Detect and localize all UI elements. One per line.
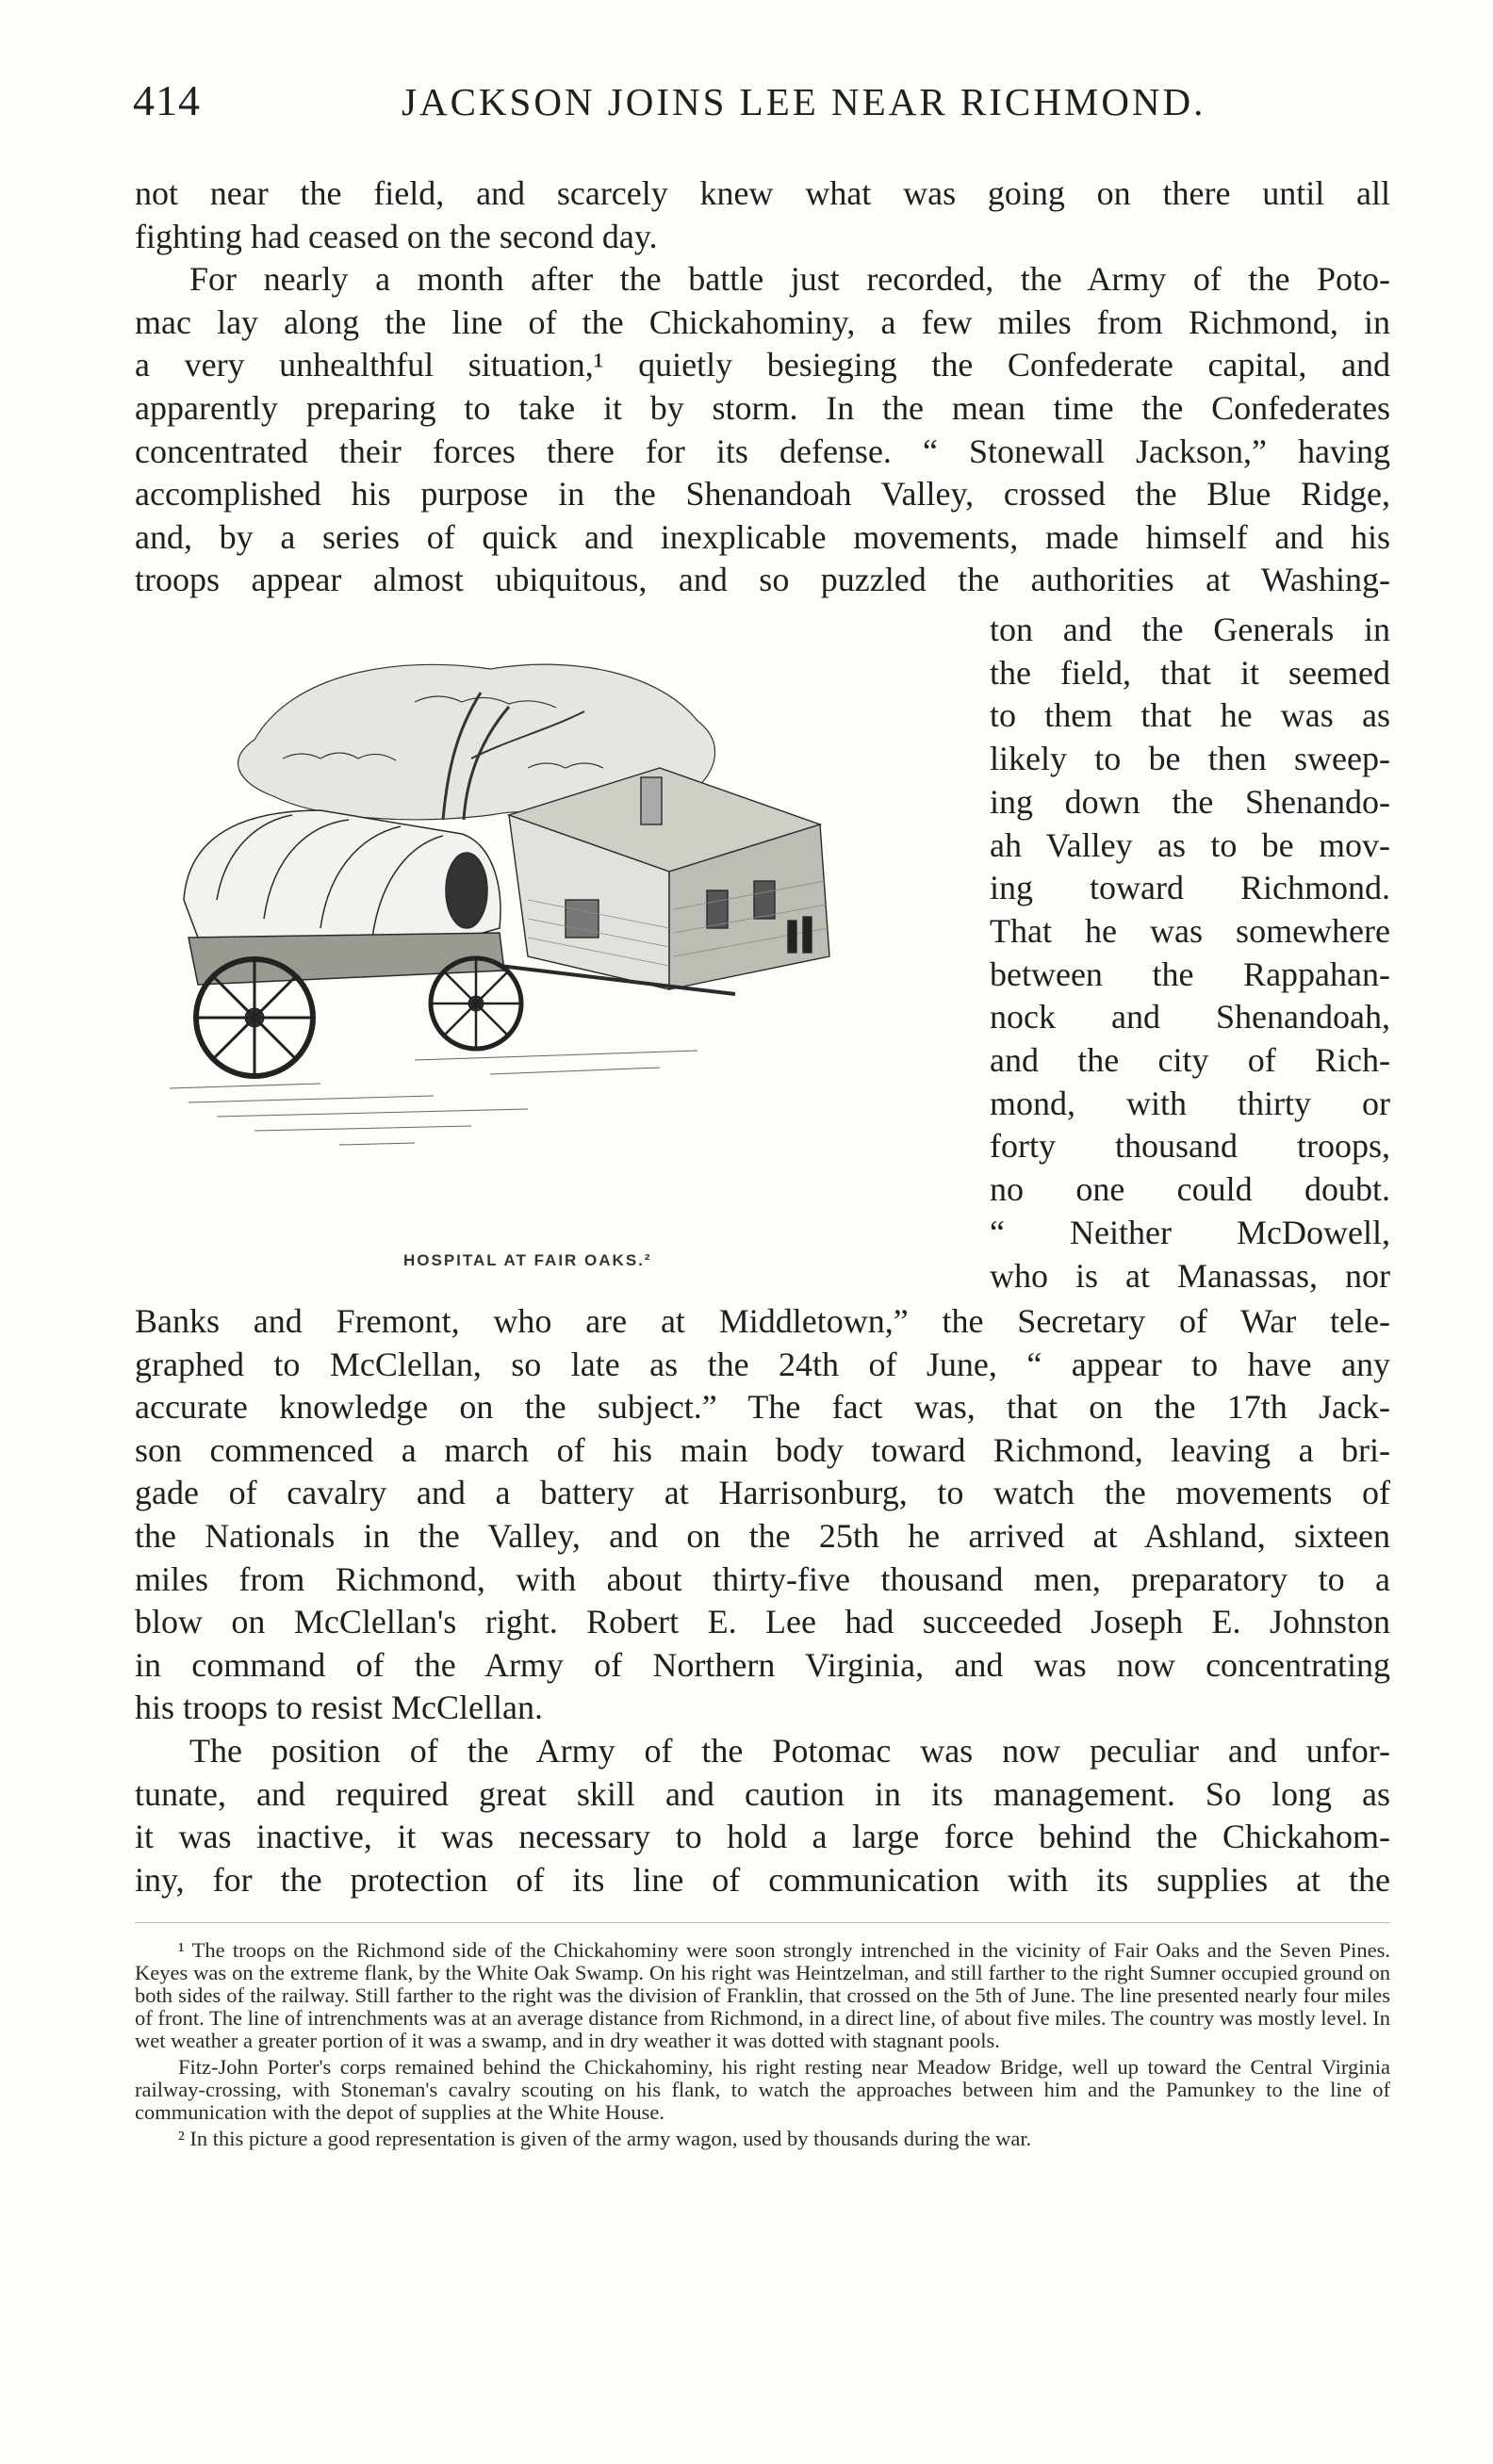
text-line: the field, that it seemed [990, 653, 1390, 692]
text-line: no one could doubt. [990, 1170, 1390, 1209]
footnote-1: ¹ The troops on the Richmond side of the Chickahominy were soon strongly intrenched in the vicinity of Fair Oaks and the Seven Pines. Keyes was on the extreme flank, by the White Oak Swamp. On his right was Heintzelman, and still farther to the right Sumner occupied ground on both sides of the railway. Still farther to the right was the division of Franklin, that crossed on the 5th of June. The line presented nearly four miles of front. The line of intrenchments was at an average distance from Richmond, in a direct line, of about five miles. The country was mostly level. In wet weather a greater portion of it was a swamp, and in dry weather it was dotted with stagnant pools. [135, 1938, 1390, 2052]
text-line: ing toward Richmond. [990, 869, 1390, 907]
text-line: between the Rappahan- [990, 955, 1390, 993]
text-line: The position of the Army of the Potomac was now peculiar and unfor- [189, 1731, 1390, 1770]
text-line: ah Valley as to be mov- [990, 825, 1390, 864]
text-line: Banks and Fremont, who are at Middletown,” the Secretary of War tele- [135, 1302, 1390, 1340]
text-line: blow on McClellan's right. Robert E. Lee had succeeded Joseph E. Johnston [135, 1603, 1390, 1641]
text-line: mac lay along the line of the Chickahominy, a few miles from Richmond, in [135, 302, 1390, 341]
text-line: troops appear almost ubiquitous, and so puzzled the authorities at Washing- [135, 561, 1390, 599]
body-text-wrap-column [990, 609, 1390, 1297]
text-line: not near the field, and scarcely knew what was going on there until all [135, 174, 1390, 212]
text-line: mond, with thirty or [990, 1084, 1390, 1122]
text-line: tunate, and required great skill and caution in its management. So long as [135, 1774, 1390, 1813]
text-line: and, by a series of quick and inexplicable movements, made himself and his [135, 517, 1390, 556]
text-line: iny, for the protection of its line of communication with its supplies at the [135, 1860, 1390, 1899]
text-line: and the city of Rich- [990, 1041, 1390, 1080]
running-title: JACKSON JOINS LEE NEAR RICHMOND. [402, 80, 1206, 123]
text-line: a very unhealthful situation,¹ quietly besieging the Confederate capital, and [135, 346, 1390, 384]
footnote-rule [135, 1922, 1390, 1923]
engraving-wagon-house [132, 617, 961, 1230]
running-head [133, 75, 1386, 132]
text-line: apparently preparing to take it by storm. In the mean time the Confederates [135, 388, 1390, 427]
hospital-illustration [132, 617, 961, 1230]
text-line: For nearly a month after the battle just recorded, the Army of the Poto- [189, 260, 1390, 299]
text-line: forty thousand troops, [990, 1127, 1390, 1166]
text-line: That he was somewhere [990, 911, 1390, 950]
page-number: 414 [133, 76, 201, 124]
text-line: who is at Manassas, nor [990, 1256, 1390, 1295]
body-text-top [135, 172, 1390, 602]
text-line: “ Neither McDowell, [990, 1213, 1390, 1251]
footnote-2: ² In this picture a good representation is given of the army wagon, used by thousands during the war. [178, 2127, 1032, 2150]
text-line: ton and the Generals in [990, 611, 1390, 648]
text-line: in command of the Army of Northern Virginia, and was now concentrating [135, 1645, 1390, 1684]
body-text-bottom [135, 1300, 1390, 1901]
text-line: his troops to resist McClellan. [135, 1689, 543, 1727]
text-line: it was inactive, it was necessary to hold a large force behind the Chickahom- [135, 1818, 1390, 1856]
text-line: graphed to McClellan, so late as the 24th of June, “ appear to have any [135, 1345, 1390, 1383]
text-line: ing down the Shenando- [990, 782, 1390, 821]
text-line: likely to be then sweep- [990, 740, 1390, 778]
text-line: accurate knowledge on the subject.” The fact was, that on the 17th Jack- [135, 1388, 1390, 1427]
text-line: gade of cavalry and a battery at Harrisonburg, to watch the movements of [135, 1474, 1390, 1512]
text-line: to them that he was as [990, 696, 1390, 735]
text-line: the Nationals in the Valley, and on the 25th he arrived at Ashland, sixteen [135, 1516, 1390, 1555]
footnote-1-continued: Fitz-John Porter's corps remained behind the Chickahominy, his right resting near Meadow Bridge, well up toward the Central Virginia railway-crossing, with Stoneman's cavalry scouting on his flank, to watch the approaches between him and the Pamunkey to the line of communication with the depot of supplies at the White House. [135, 2055, 1390, 2124]
text-line: miles from Richmond, with about thirty-five thousand men, preparatory to a [135, 1559, 1390, 1598]
footnotes [135, 1939, 1390, 2154]
figure-caption: HOSPITAL AT FAIR OAKS.² [403, 1251, 652, 1269]
text-line: fighting had ceased on the second day. [135, 217, 658, 255]
text-line: son commenced a march of his main body toward Richmond, leaving a bri- [135, 1430, 1390, 1469]
text-line: accomplished his purpose in the Shenandoah Valley, crossed the Blue Ridge, [135, 475, 1390, 514]
text-line: nock and Shenandoah, [990, 998, 1390, 1036]
text-line: concentrated their forces there for its defense. “ Stonewall Jackson,” having [135, 432, 1390, 470]
